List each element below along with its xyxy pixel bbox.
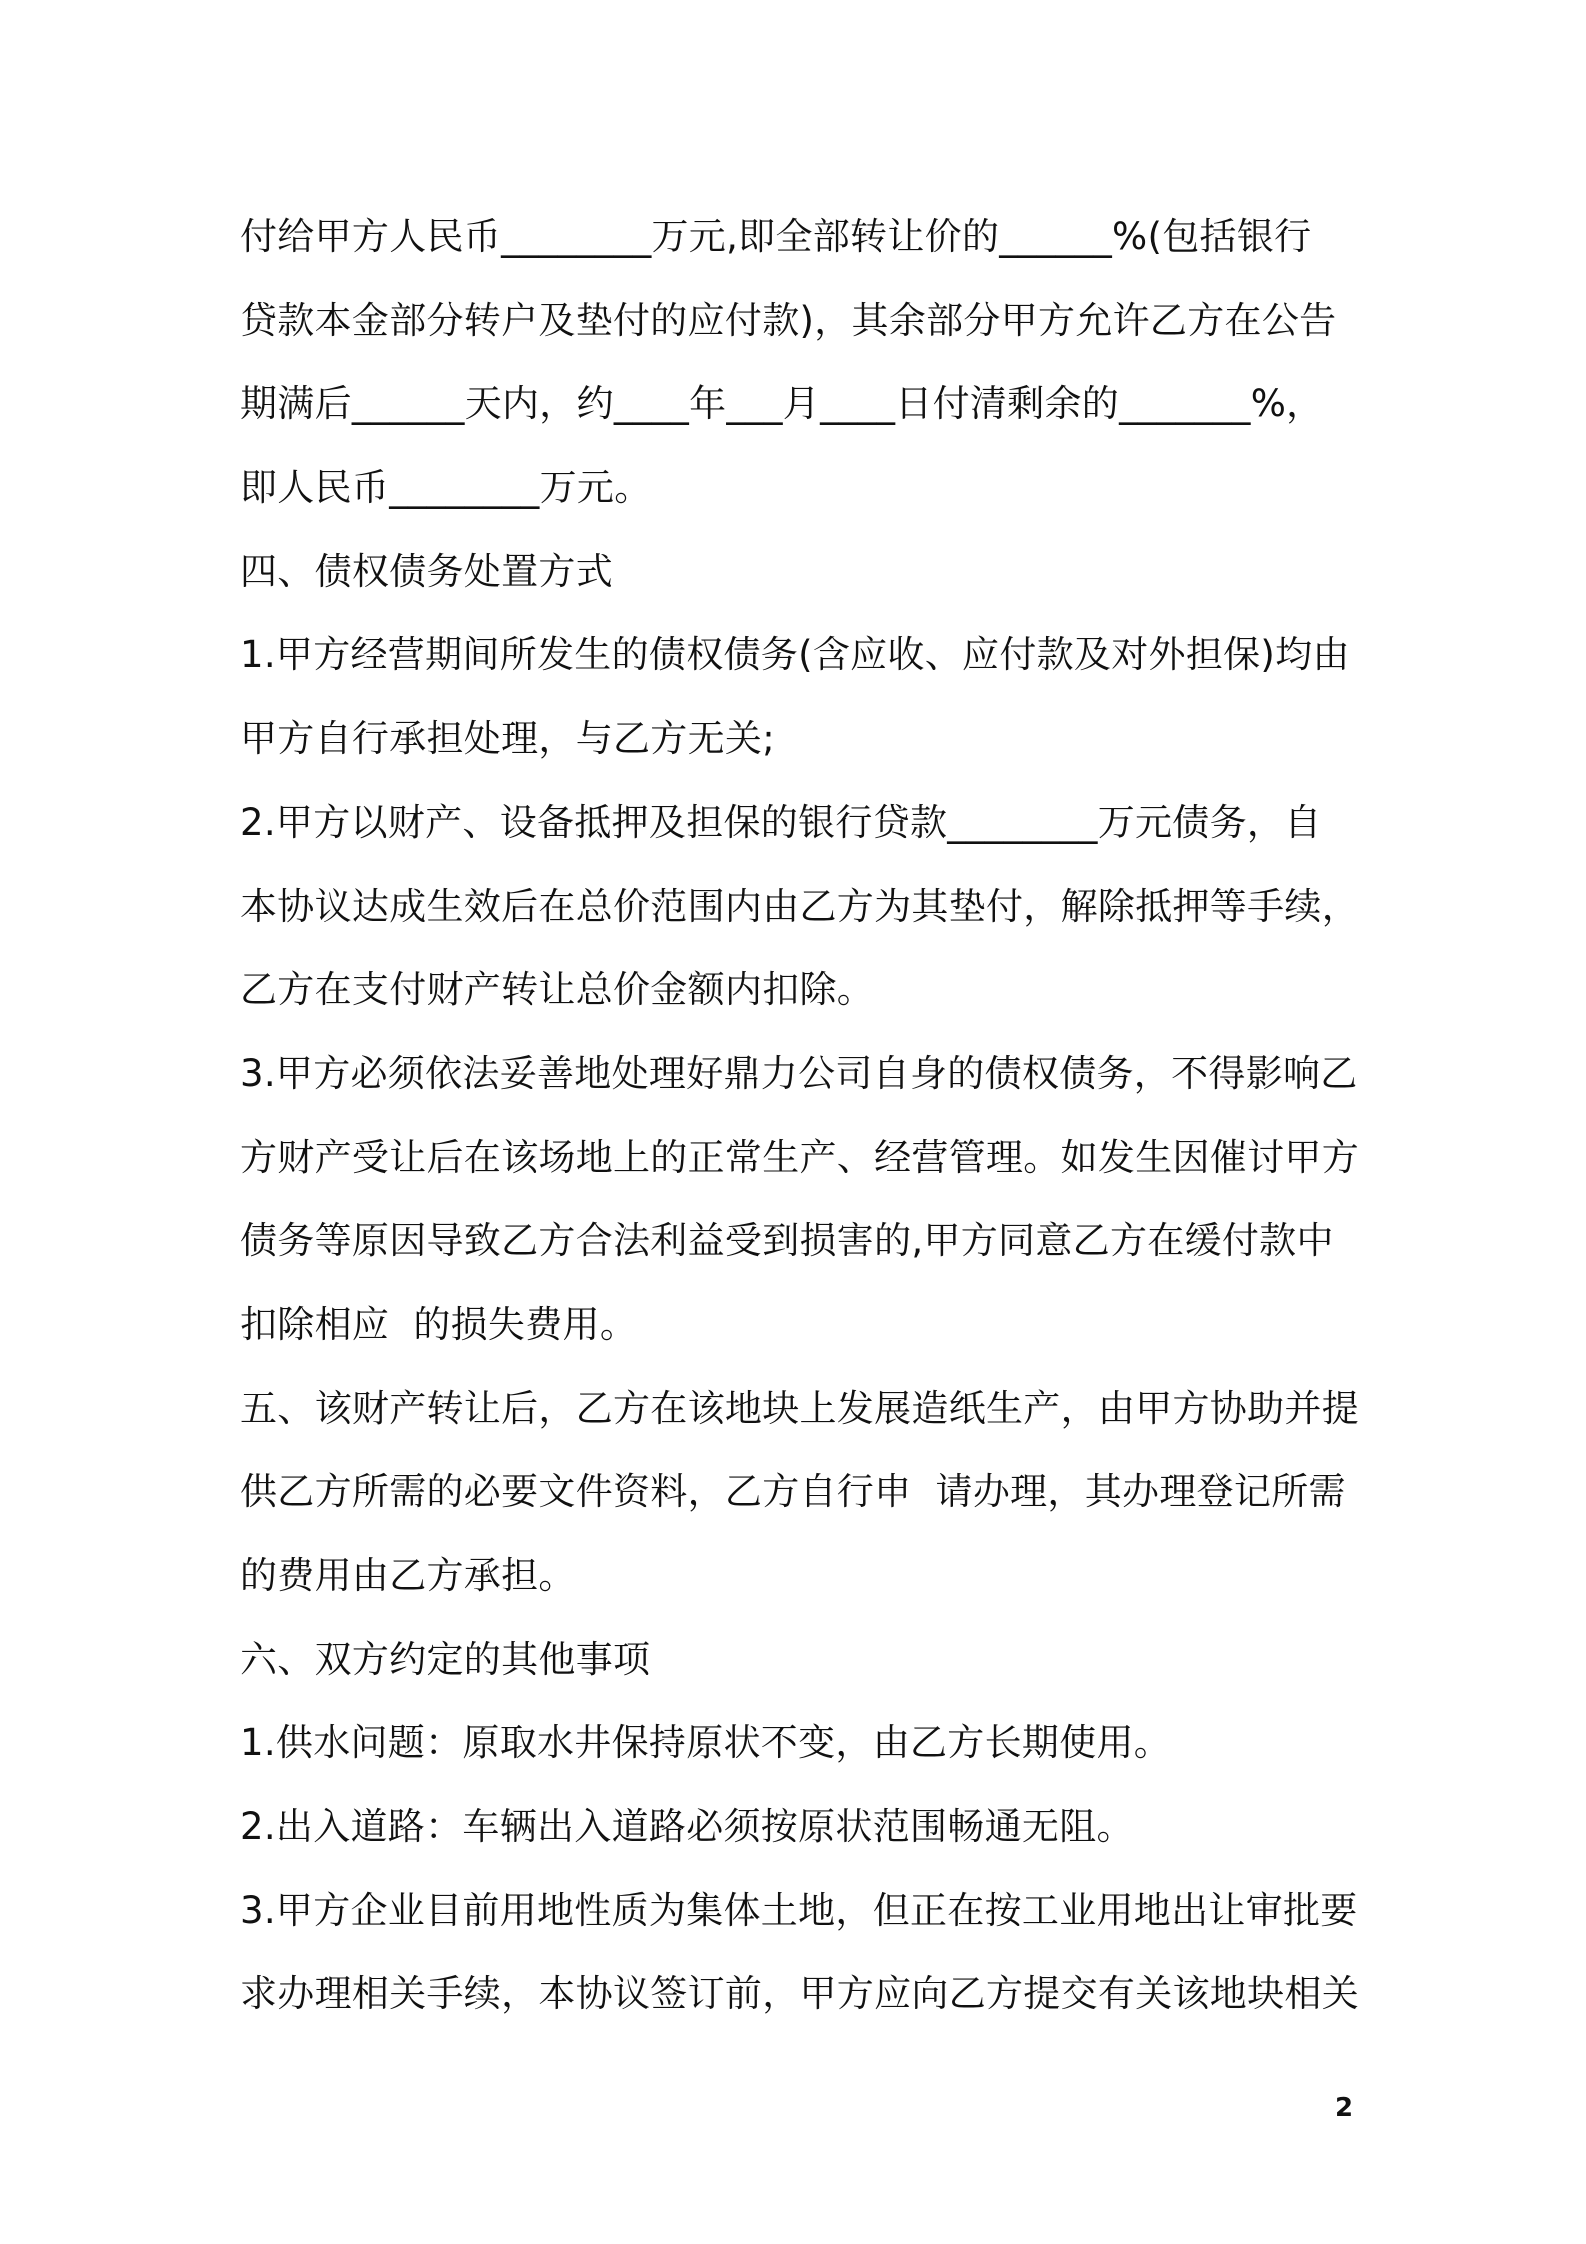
text-line: 2.甲方以财产、设备抵押及担保的银行贷款________万元债务，自 bbox=[240, 800, 1322, 844]
section-heading: 五、该财产转让后，乙方在该地块上发展造纸生产，由甲方协助并提 bbox=[240, 1386, 1359, 1430]
text-line: 甲方自行承担处理，与乙方无关; bbox=[240, 717, 775, 761]
text-line: 债务等原因导致乙方合法利益受到损害的,甲方同意乙方在缓付款中 bbox=[240, 1219, 1334, 1263]
text-line: 即人民币________万元。 bbox=[240, 466, 652, 510]
page-number: 2 bbox=[1335, 2093, 1354, 2123]
section-heading: 四、债权债务处置方式 bbox=[240, 549, 613, 593]
section-heading: 六、双方约定的其他事项 bbox=[240, 1637, 651, 1681]
text-line: 乙方在支付财产转让总价金额内扣除。 bbox=[240, 968, 875, 1012]
text-line: 方财产受让后在该场地上的正常生产、经营管理。如发生因催讨甲方 bbox=[240, 1135, 1359, 1179]
text-line: 求办理相关手续，本协议签订前，甲方应向乙方提交有关该地块相关 bbox=[240, 1972, 1359, 2016]
text-line: 的费用由乙方承担。 bbox=[240, 1554, 576, 1597]
text-line: 扣除相应 的损失费用。 bbox=[240, 1302, 638, 1346]
text-line: 期满后______天内，约____年___月____日付清剩余的_______%， bbox=[240, 382, 1324, 426]
text-line: 本协议达成生效后在总价范围内由乙方为其垫付，解除抵押等手续， bbox=[240, 884, 1359, 928]
text-line: 1.甲方经营期间所发生的债权债务(含应收、应付款及对外担保)均由 bbox=[240, 633, 1350, 677]
text-line: 1.供水问题：原取水井保持原状不变，由乙方长期使用。 bbox=[240, 1721, 1172, 1765]
text-line: 3.甲方必须依法妥善地处理好鼎力公司自身的债权债务，不得影响乙 bbox=[240, 1051, 1358, 1095]
text-line: 3.甲方企业目前用地性质为集体土地，但正在按工业用地出让审批要 bbox=[240, 1888, 1358, 1932]
text-line: 付给甲方人民币________万元,即全部转让价的______%(包括银行 bbox=[240, 215, 1312, 258]
text-line: 2.出入道路：车辆出入道路必须按原状范围畅通无阻。 bbox=[240, 1805, 1134, 1849]
document-body bbox=[240, 195, 1360, 2036]
text-line: 贷款本金部分转户及垫付的应付款)，其余部分甲方允许乙方在公告 bbox=[240, 298, 1337, 342]
text-line: 供乙方所需的必要文件资料，乙方自行申 请办理，其办理登记所需 bbox=[240, 1470, 1346, 1514]
